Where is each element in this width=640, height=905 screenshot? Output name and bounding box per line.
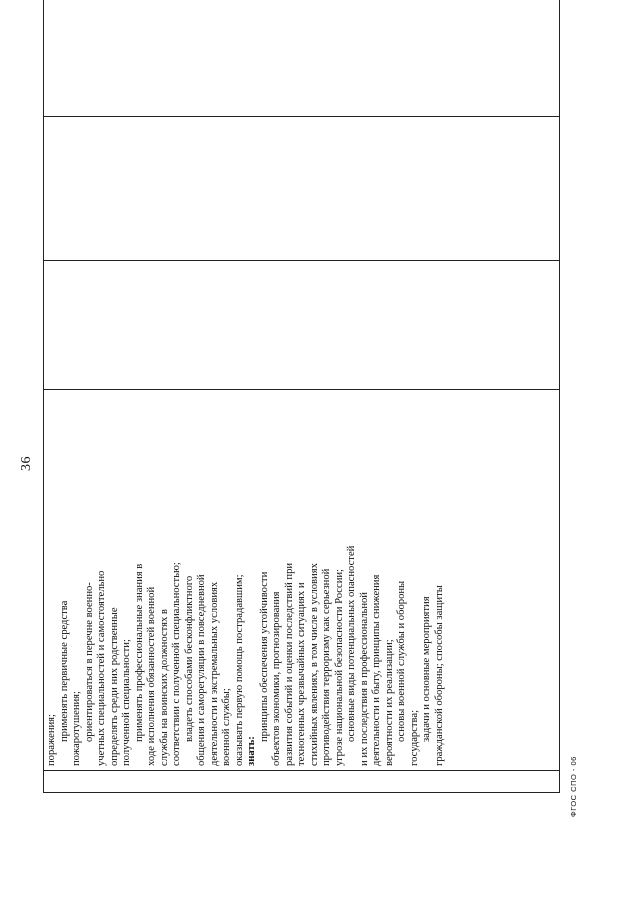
competency-line: и их последствия в профессиональной <box>358 592 370 766</box>
competency-line: объектов экономики, прогнозирования <box>271 591 282 766</box>
competency-line: вероятности их реализации; <box>383 639 395 766</box>
competency-line: угрозе национальной безопасности России; <box>333 569 345 766</box>
curriculum-table <box>43 0 560 793</box>
competency-line: ориентироваться в перечне военно- <box>83 582 95 742</box>
competency-line: гражданской обороны; способы защиты <box>433 585 445 766</box>
competency-line: государства; <box>408 709 420 766</box>
competency-line: основы военной службы и обороны <box>396 580 407 742</box>
table-column-index <box>44 770 559 792</box>
competency-line: определять среди них родственные <box>108 607 120 766</box>
table-column-codes <box>44 0 559 116</box>
competency-line: военной службы; <box>221 688 232 766</box>
competency-line: службы на воинских должностях в <box>158 609 170 766</box>
competency-line: ходе исполнения обязанностей военной <box>146 586 157 766</box>
page-number: 36 <box>19 456 34 471</box>
competency-line: поражения; <box>46 713 57 766</box>
competency-line: общения и саморегуляции в повседневной <box>196 574 207 766</box>
competency-line: техногенных чрезвычайных ситуациях и <box>296 582 307 766</box>
competency-line: развития событий и оценки последствий при <box>283 562 295 766</box>
competency-line: применять профессиональные знания в <box>133 563 145 742</box>
competency-line: владеть способами бесконфликтного <box>183 575 195 742</box>
competency-text <box>46 391 446 766</box>
table-column-hours-mandatory <box>44 116 559 260</box>
standard-footer: ФГОС СПО - 06 <box>569 756 578 817</box>
competency-line: противодействия терроризму как серьезной <box>321 568 332 766</box>
competency-line: соответствии с полученной специальностью; <box>171 562 182 766</box>
competency-line: знать: <box>246 736 257 766</box>
table-column-competencies <box>44 389 559 770</box>
table-column-hours-max <box>44 260 559 389</box>
competency-line: пожаротушения; <box>71 691 82 766</box>
competency-line: стихийных явлениях, в том числе в условиях <box>308 563 320 766</box>
competency-line: принципы обеспечения устойчивости <box>258 571 270 742</box>
competency-line: полученной специальности; <box>121 639 132 766</box>
competency-line: применять первичные средства <box>58 600 70 742</box>
competency-line: основные виды потенциальных опасностей <box>346 545 357 742</box>
competency-line: задачи и основные мероприятия <box>421 596 432 742</box>
competency-line: учетных специальностей и самостоятельно <box>96 570 107 766</box>
competency-line: деятельности и быту, принципы снижения <box>371 574 382 766</box>
competency-line: деятельности и экстремальных условиях <box>208 581 220 766</box>
competency-line: оказывать первую помощь пострадавшим; <box>233 574 245 766</box>
